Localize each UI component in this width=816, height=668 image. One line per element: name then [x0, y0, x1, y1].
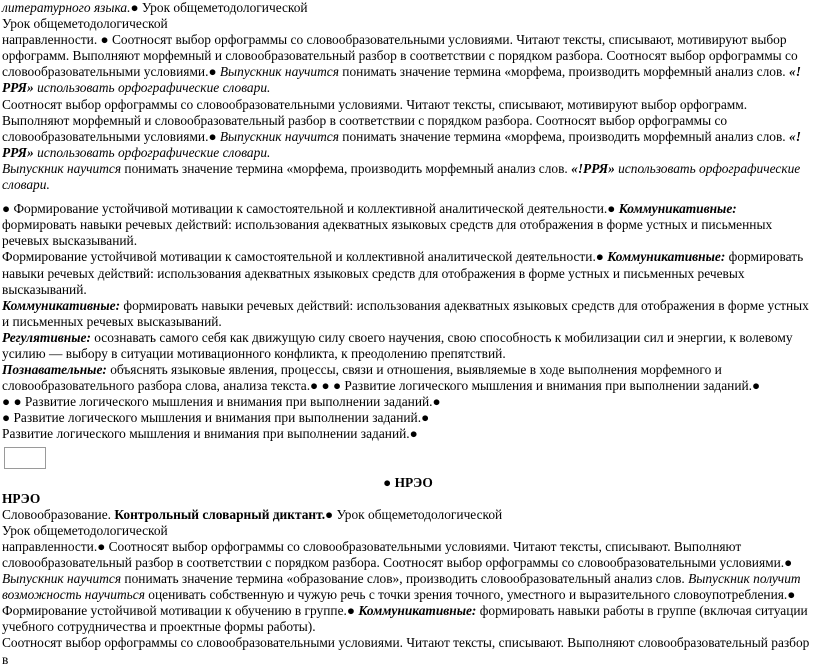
- text-run: понимать значение термина «образование слов», производить словообразовательный анализ слов.: [121, 571, 689, 587]
- heading-nreo: [2, 475, 814, 491]
- text-run: объяснять языковые явления, процессы, связи и отношения, выявляемые в ходе выполнения морфемного и словообразовательного разбора слова, анализа текста.: [2, 362, 722, 394]
- paragraph: Урок общеметодологической: [2, 16, 168, 32]
- paragraph: [2, 394, 814, 410]
- bullet-icon: ●: [421, 410, 430, 426]
- text-run: формировать навыки речевых действий: использования адекватных языковых средств для отображения в форме устных и письменных речевых высказываний.: [2, 249, 804, 297]
- text-run: понимать значение термина «морфема, производить морфемный анализ слов.: [338, 128, 789, 144]
- empty-table-cell: [4, 447, 46, 469]
- text-run: понимать значение термина «морфема, производить морфемный анализ слов.: [121, 160, 572, 176]
- text-run: Коммуникативные:: [603, 249, 726, 265]
- text-run: формировать навыки речевых действий: использования адекватных языковых средств для отображения в форме устных и письменных речевых высказываний.: [2, 217, 773, 249]
- bullet-icon: ●: [325, 506, 334, 522]
- paragraph: [2, 201, 814, 249]
- bullet-icon: ●: [432, 394, 441, 410]
- bullet-icon: ●: [208, 64, 217, 80]
- text-run: Выпускник научится: [216, 128, 339, 144]
- text-run: Развитие логического мышления и внимания при выполнении заданий.: [2, 426, 410, 442]
- text-run: Соотносят выбор орфограммы со словообразовательными условиями. Читают тексты, списывают. Выполняют словообразовательный разбор в соответствии с порядком разбора. Соотносят выбор орфограммы со словообразовательными условиями.: [2, 538, 785, 570]
- bullet-icon: ●: [100, 32, 109, 48]
- bullet-icon: ●: [97, 538, 106, 554]
- paragraph: [2, 362, 814, 394]
- text-run: Соотносят выбор орфограммы со словообразовательными условиями. Читают тексты, списывают, мотивируют выбор орфограмм. Выполняют морфемный и словообразовательный разбор в соответствии с порядком разбора. Соотносят выбор орфограммы со словообразовательными условиями.: [2, 32, 798, 80]
- text-run: Коммуникативные:: [615, 201, 737, 217]
- text-run: Коммуникативные:: [354, 603, 477, 619]
- text-run: Формирование устойчивой мотивации к обучению в группе.: [2, 603, 347, 619]
- text-run: Выпускник научится: [2, 160, 122, 176]
- text-run: осознавать самого себя как движущую силу своего научения, свою способность к мобилизации сил и энергии, к волевому усилию — выбору в ситуации мотивационного конфликта, к преодолению препятствий.: [2, 329, 793, 361]
- text-run: Познавательные:: [2, 362, 107, 378]
- paragraph: [2, 410, 814, 426]
- paragraph: [2, 298, 814, 330]
- text-run: понимать значение термина «морфема, производить морфемный анализ слов.: [338, 64, 789, 80]
- text-run: Развитие логического мышления и внимания при выполнении заданий.: [21, 394, 433, 410]
- paragraph: [2, 97, 814, 161]
- text-run: Урок общеметодологической: [333, 506, 503, 522]
- text-run: «!РРЯ»: [2, 128, 801, 160]
- paragraph: [2, 32, 814, 96]
- paragraph: [2, 161, 814, 193]
- bullet-icon: ●: [752, 378, 761, 394]
- bullet-icon: ●: [321, 378, 330, 394]
- text-run: Формирование устойчивой мотивации к самостоятельной и коллективной аналитической деятельности.: [2, 249, 596, 265]
- text-run: «!РРЯ»: [2, 64, 801, 96]
- paragraph: [2, 249, 814, 297]
- text-run: «!РРЯ»: [571, 160, 615, 176]
- paragraph: [2, 539, 814, 636]
- bullet-icon: ●: [130, 0, 139, 15]
- text-run: Урок общеметодологической: [138, 0, 308, 15]
- bullet-icon: ●: [595, 249, 604, 265]
- text-run: Выпускник получит возможность научиться: [2, 571, 801, 603]
- text-run: направленности.: [2, 538, 98, 554]
- text-run: Формирование устойчивой мотивации к самостоятельной и коллективной аналитической деятельности.: [10, 201, 608, 217]
- paragraph: [2, 507, 814, 523]
- bullet-icon: ●: [13, 394, 22, 410]
- bullet-icon: ●: [607, 201, 616, 217]
- text-run: НРЭО: [391, 474, 433, 490]
- bullet-icon: ●: [2, 201, 11, 217]
- paragraph: Урок общеметодологической: [2, 522, 168, 538]
- text-run: направленности.: [2, 32, 101, 48]
- paragraph: [2, 0, 814, 16]
- bullet-icon: ●: [2, 410, 11, 426]
- paragraph: Соотносят выбор орфограммы со словообразовательными условиями. Читают тексты, списывают. Выполняют словообразовательный разбор в: [2, 635, 810, 667]
- text-run: использовать орфографические словари.: [2, 160, 801, 193]
- bullet-icon: ●: [787, 587, 796, 603]
- paragraph: [2, 426, 814, 442]
- text-run: Соотносят выбор орфограммы со словообразовательными условиями. Читают тексты, списывают, мотивируют выбор орфограмм. Выполняют морфемный и словообразовательный разбор в соответствии с порядком разбора. Соотносят выбор орфограммы со словообразовательными условиями.: [2, 96, 748, 144]
- text-run: оценивать собственную и чужую речь с точки зрения точного, уместного и выразительного словоупотребления.: [144, 587, 788, 603]
- bullet-icon: ●: [784, 555, 793, 570]
- bullet-icon: ●: [310, 378, 319, 394]
- document-page: [2, 0, 814, 668]
- paragraph: НРЭО: [2, 490, 41, 506]
- text-run: Регулятивные:: [2, 329, 91, 345]
- spacer: [2, 193, 814, 201]
- bullet-icon: ●: [409, 426, 418, 442]
- bullet-icon: ●: [332, 378, 342, 394]
- text-run: Контрольный словарный диктант.: [114, 506, 326, 522]
- bullet-icon: ●: [2, 394, 11, 410]
- text-run: использовать орфографические словари.: [33, 144, 271, 160]
- text-run: литературного языка.: [2, 0, 131, 15]
- text-run: Развитие логического мышления и внимания при выполнении заданий.: [341, 378, 753, 394]
- text-run: Словообразование.: [2, 506, 115, 522]
- text-run: Выпускник научится: [216, 64, 339, 80]
- text-run: Развитие логического мышления и внимания при выполнении заданий.: [10, 410, 422, 426]
- paragraph: [2, 330, 814, 362]
- text-run: формировать навыки работы в группе (включая ситуации учебного сотрудничества и проектные формы работы).: [2, 603, 808, 635]
- text-run: использовать орфографические словари.: [33, 80, 271, 96]
- bullet-icon: ●: [346, 603, 355, 619]
- text-run: Коммуникативные:: [2, 297, 121, 313]
- bullet-icon: ●: [208, 128, 217, 144]
- text-run: формировать навыки речевых действий: использования адекватных языковых средств для отображения в форме устных и письменных речевых высказываний.: [2, 297, 809, 329]
- bullet-icon: ●: [383, 474, 392, 490]
- text-run: Выпускник научится: [2, 571, 122, 587]
